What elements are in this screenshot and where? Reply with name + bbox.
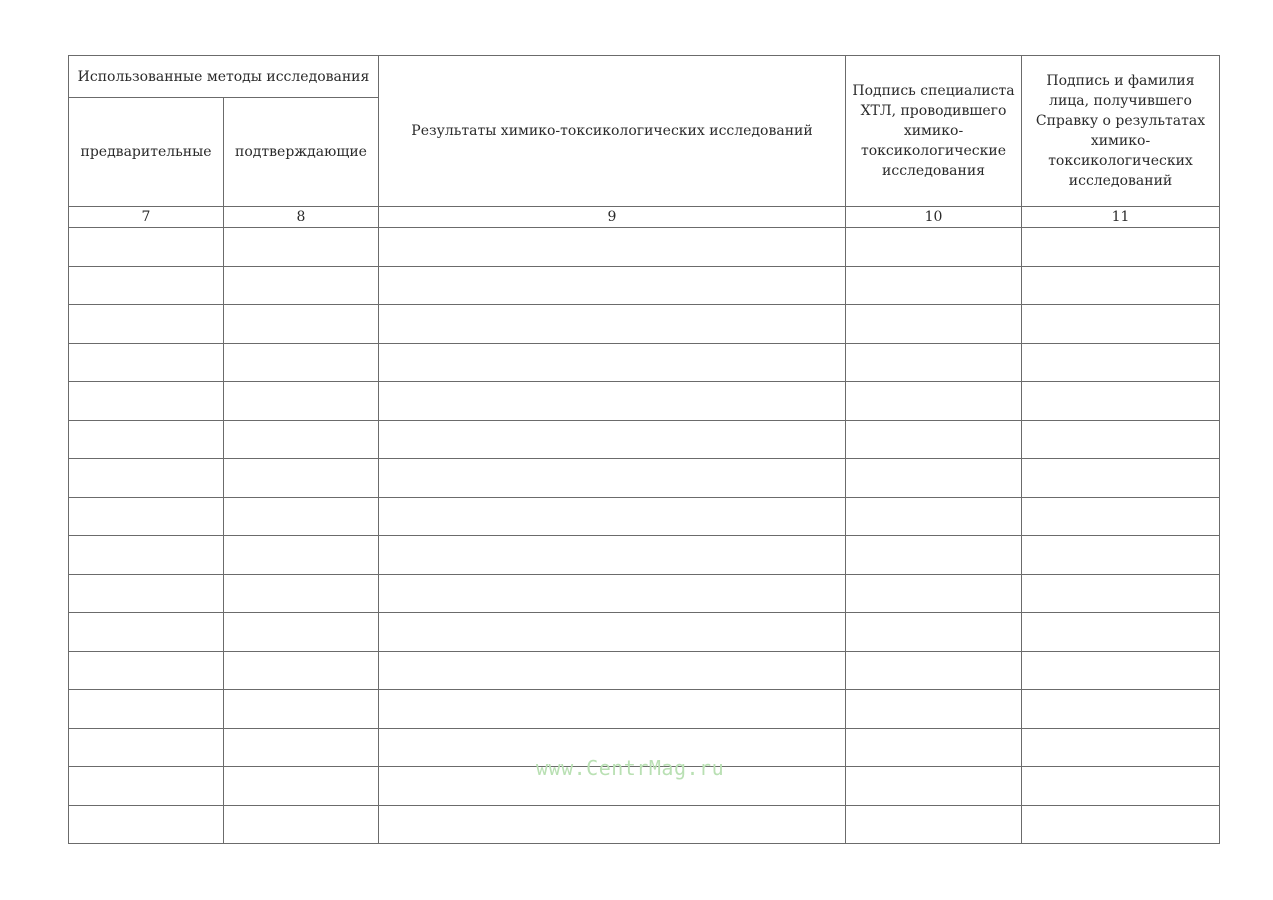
table-cell[interactable] bbox=[846, 728, 1022, 767]
table-cell[interactable] bbox=[1022, 266, 1220, 305]
table-cell[interactable] bbox=[846, 228, 1022, 267]
table-cell[interactable] bbox=[846, 805, 1022, 844]
table-cell[interactable] bbox=[69, 497, 224, 536]
watermark: www.CentrMag.ru bbox=[536, 756, 725, 780]
table-cell[interactable] bbox=[224, 305, 379, 344]
table-cell[interactable] bbox=[1022, 343, 1220, 382]
table-row bbox=[69, 266, 1220, 305]
table-cell[interactable] bbox=[846, 574, 1022, 613]
table-cell[interactable] bbox=[379, 382, 846, 421]
table-cell[interactable] bbox=[224, 420, 379, 459]
table-cell[interactable] bbox=[69, 305, 224, 344]
table-cell[interactable] bbox=[69, 690, 224, 729]
table-cell[interactable] bbox=[1022, 228, 1220, 267]
table-cell[interactable] bbox=[379, 805, 846, 844]
table-cell[interactable] bbox=[379, 343, 846, 382]
table-cell[interactable] bbox=[846, 459, 1022, 498]
table-cell[interactable] bbox=[69, 613, 224, 652]
table-row bbox=[69, 228, 1220, 267]
table-cell[interactable] bbox=[1022, 305, 1220, 344]
table-cell[interactable] bbox=[1022, 459, 1220, 498]
table-cell[interactable] bbox=[224, 728, 379, 767]
table-cell[interactable] bbox=[224, 690, 379, 729]
table-cell[interactable] bbox=[224, 651, 379, 690]
table-cell[interactable] bbox=[379, 613, 846, 652]
table-row bbox=[69, 574, 1220, 613]
journal-table bbox=[68, 55, 1220, 844]
table-cell[interactable] bbox=[1022, 728, 1220, 767]
table-row bbox=[69, 613, 1220, 652]
table-cell[interactable] bbox=[69, 767, 224, 806]
table-cell[interactable] bbox=[379, 459, 846, 498]
column-number: 11 bbox=[1022, 207, 1220, 228]
table-cell[interactable] bbox=[379, 228, 846, 267]
table-row bbox=[69, 459, 1220, 498]
table-cell[interactable] bbox=[846, 497, 1022, 536]
table-cell[interactable] bbox=[379, 266, 846, 305]
table-cell[interactable] bbox=[69, 420, 224, 459]
column-number: 10 bbox=[846, 207, 1022, 228]
table-cell[interactable] bbox=[379, 690, 846, 729]
table-cell[interactable] bbox=[1022, 805, 1220, 844]
table-cell[interactable] bbox=[379, 497, 846, 536]
table-cell[interactable] bbox=[846, 690, 1022, 729]
column-numbers-row bbox=[69, 207, 1220, 228]
table-row bbox=[69, 305, 1220, 344]
table-cell[interactable] bbox=[69, 343, 224, 382]
table-cell[interactable] bbox=[69, 805, 224, 844]
table-cell[interactable] bbox=[379, 305, 846, 344]
table-cell[interactable] bbox=[379, 536, 846, 575]
methods-group-header: Использованные методы исследования bbox=[69, 56, 379, 98]
preliminary-methods-header: предварительные bbox=[69, 98, 224, 207]
results-header: Результаты химико-токсикологических исследований bbox=[379, 56, 846, 207]
column-number: 9 bbox=[379, 207, 846, 228]
table-row bbox=[69, 420, 1220, 459]
table-cell[interactable] bbox=[1022, 536, 1220, 575]
table-cell[interactable] bbox=[69, 728, 224, 767]
table-row bbox=[69, 805, 1220, 844]
table-cell[interactable] bbox=[379, 651, 846, 690]
table-cell[interactable] bbox=[224, 536, 379, 575]
table-cell[interactable] bbox=[1022, 767, 1220, 806]
column-number: 8 bbox=[224, 207, 379, 228]
table-cell[interactable] bbox=[69, 382, 224, 421]
table-cell[interactable] bbox=[846, 651, 1022, 690]
table-cell[interactable] bbox=[846, 266, 1022, 305]
table-row bbox=[69, 497, 1220, 536]
table-cell[interactable] bbox=[846, 382, 1022, 421]
table-cell[interactable] bbox=[69, 536, 224, 575]
table-cell[interactable] bbox=[224, 574, 379, 613]
table-cell[interactable] bbox=[224, 613, 379, 652]
table-cell[interactable] bbox=[224, 266, 379, 305]
table-cell[interactable] bbox=[69, 266, 224, 305]
table-cell[interactable] bbox=[224, 805, 379, 844]
column-number: 7 bbox=[69, 207, 224, 228]
table-cell[interactable] bbox=[846, 343, 1022, 382]
table-row bbox=[69, 690, 1220, 729]
table-row bbox=[69, 343, 1220, 382]
table-cell[interactable] bbox=[1022, 613, 1220, 652]
table-cell[interactable] bbox=[846, 767, 1022, 806]
table-cell[interactable] bbox=[69, 459, 224, 498]
table-cell[interactable] bbox=[224, 382, 379, 421]
table-cell[interactable] bbox=[69, 574, 224, 613]
table-cell[interactable] bbox=[224, 767, 379, 806]
table-row bbox=[69, 382, 1220, 421]
table-cell[interactable] bbox=[1022, 382, 1220, 421]
table-row bbox=[69, 536, 1220, 575]
table-cell[interactable] bbox=[846, 420, 1022, 459]
table-cell[interactable] bbox=[224, 228, 379, 267]
table-cell[interactable] bbox=[224, 343, 379, 382]
specialist-signature-header: Подпись специалиста ХТЛ, проводившего химико-токсикологические исследования bbox=[846, 56, 1022, 207]
table-cell[interactable] bbox=[1022, 574, 1220, 613]
table-cell[interactable] bbox=[379, 574, 846, 613]
table-cell[interactable] bbox=[1022, 651, 1220, 690]
table-cell[interactable] bbox=[224, 459, 379, 498]
table-cell[interactable] bbox=[846, 536, 1022, 575]
table-cell[interactable] bbox=[846, 305, 1022, 344]
table-cell[interactable] bbox=[69, 651, 224, 690]
table-cell[interactable] bbox=[1022, 420, 1220, 459]
table-cell[interactable] bbox=[846, 613, 1022, 652]
table-cell[interactable] bbox=[69, 228, 224, 267]
table-cell[interactable] bbox=[1022, 690, 1220, 729]
table-cell[interactable] bbox=[1022, 497, 1220, 536]
confirming-methods-header: подтверждающие bbox=[224, 98, 379, 207]
table-cell[interactable] bbox=[379, 420, 846, 459]
table-cell[interactable] bbox=[224, 497, 379, 536]
recipient-signature-header: Подпись и фамилия лица, получившего Справку о результатах химико-токсикологических исследований bbox=[1022, 56, 1220, 207]
header-row-top bbox=[69, 56, 1220, 98]
table-row bbox=[69, 651, 1220, 690]
